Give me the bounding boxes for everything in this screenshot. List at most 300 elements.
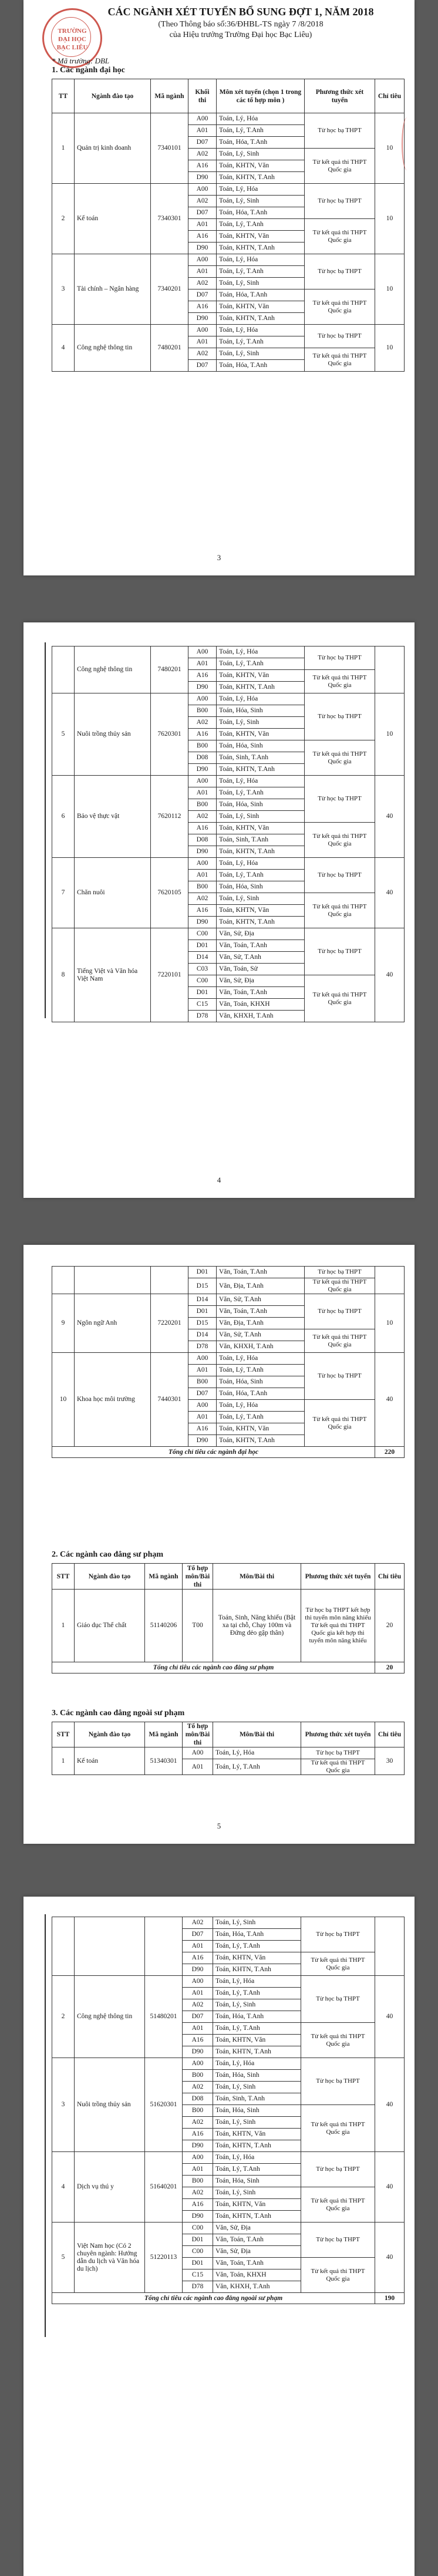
row-block: D15 (188, 1318, 217, 1329)
row-subjects: Văn, Toán, T.Anh (213, 2234, 301, 2246)
row-block: A16 (188, 1423, 217, 1435)
row-block: C00 (188, 928, 217, 940)
row-subjects: Toán, KHTN, Văn (213, 1952, 301, 1964)
row-block: D01 (188, 940, 217, 952)
row-method-transcript: Từ học bạ THPT (301, 2058, 375, 2105)
row-quota (375, 1267, 405, 1294)
row-subjects: Toán, Lý, Hóa (213, 1976, 301, 1988)
row-method-exam: Từ kết quả thi THPT Quốc gia (301, 1952, 375, 1976)
row-method-transcript: Từ học bạ THPT (301, 2152, 375, 2187)
row-quota: 10 (375, 254, 405, 325)
row-block: A02 (188, 278, 217, 289)
row-quota: 40 (375, 928, 405, 1022)
section-3-table-part-2 (52, 1917, 405, 2304)
row-major (75, 1917, 145, 1976)
header-subjects: Môn/Bài thi (213, 1564, 301, 1590)
row-subjects: Toán, Hóa, Sinh (217, 705, 305, 717)
row-block: A16 (188, 823, 217, 834)
header-stt: STT (52, 1722, 75, 1747)
row-subjects: Toán, Lý, Sinh (213, 2082, 301, 2093)
header-method: Phương thức xét tuyển (305, 79, 375, 113)
row-subjects: Toán, Hóa, Sinh (213, 2176, 301, 2187)
row-stt: 3 (52, 2058, 75, 2152)
row-block: D90 (188, 846, 217, 858)
row-block: D07 (188, 1388, 217, 1400)
row-subjects: Toán, KHTN, Văn (217, 231, 305, 243)
row-subjects: Văn, Sử, Địa (213, 2223, 301, 2234)
row-method-transcript: Từ học bạ THPT (305, 858, 375, 893)
row-subjects: Toán, Lý, T.Anh (217, 125, 305, 137)
row-block: A00 (183, 2152, 213, 2164)
row-block: A00 (188, 184, 217, 196)
table-row (52, 325, 405, 336)
row-block: D78 (188, 1341, 217, 1353)
row-block: D07 (188, 289, 217, 301)
header-subjects: Môn/Bài thi (213, 1722, 301, 1747)
row-block: A16 (183, 2035, 213, 2046)
row-subjects: Toán, Lý, T.Anh (217, 1365, 305, 1376)
row-code: 51620301 (145, 2058, 183, 2152)
row-subjects: Toán, Lý, T.Anh (217, 787, 305, 799)
row-method-transcript: Từ học bạ THPT (301, 1917, 375, 1952)
row-method-transcript: Từ học bạ THPT (305, 928, 375, 975)
row-method-transcript: Từ học bạ THPT (305, 1353, 375, 1400)
header-quota: Chỉ tiêu (375, 1564, 405, 1590)
row-block: D07 (188, 137, 217, 149)
row-block: D90 (188, 243, 217, 254)
row-subjects: Văn, Sử, T.Anh (217, 952, 305, 964)
row-subjects: Toán, KHTN, T.Anh (217, 917, 305, 928)
row-subjects: Toán, Lý, Sinh (217, 717, 305, 729)
section-1-total-value: 220 (375, 1447, 405, 1458)
row-block: A02 (188, 717, 217, 729)
row-subjects: Toán, Lý, Hóa (213, 2152, 301, 2164)
header-code: Mã ngành (145, 1722, 183, 1747)
row-block: A01 (188, 870, 217, 881)
row-block: C03 (188, 964, 217, 975)
row-block: A02 (183, 2117, 213, 2129)
row-block: A16 (183, 2129, 213, 2140)
row-major: Quản trị kinh doanh (75, 113, 151, 184)
row-subjects: Văn, Địa, T.Anh (217, 1278, 305, 1294)
section-1-heading: 1. Các ngành đại học (52, 66, 125, 75)
row-stt (52, 1267, 75, 1294)
table-row (52, 776, 405, 787)
row-block: D01 (183, 2234, 213, 2246)
school-code: * Mã trường: DBL (52, 56, 110, 65)
row-block: A00 (188, 254, 217, 266)
row-block: D14 (188, 952, 217, 964)
row-subjects: Toán, Lý, T.Anh (213, 2164, 301, 2176)
row-subjects: Toán, Lý, Sinh (217, 893, 305, 905)
row-quota: 10 (375, 325, 405, 372)
row-stt: 8 (52, 928, 75, 1022)
row-block: A01 (183, 2023, 213, 2035)
row-subjects: Toán, KHTN, Văn (217, 301, 305, 313)
document-page-2 (23, 622, 415, 1198)
row-stt: 1 (52, 113, 75, 184)
row-block: A02 (183, 2187, 213, 2199)
row-block: A02 (188, 811, 217, 823)
row-stt: 4 (52, 325, 75, 372)
row-subjects: Toán, KHTN, T.Anh (217, 846, 305, 858)
table-row (52, 928, 405, 940)
row-block: B00 (188, 1376, 217, 1388)
row-stt: 5 (52, 2223, 75, 2293)
document-page-3 (23, 1245, 415, 1844)
row-subjects: Toán, KHTN, Văn (217, 670, 305, 682)
row-subjects: Toán, Hóa, T.Anh (217, 137, 305, 149)
row-subjects: Toán, KHTN, Văn (217, 160, 305, 172)
section-3-total-value: 190 (375, 2293, 405, 2304)
school-seal-stamp: TRƯỜNG ĐẠI HỌC BẠC LIÊU (42, 8, 102, 68)
header-quota: Chỉ tiêu (375, 1722, 405, 1747)
row-major: Kế toán (75, 1747, 145, 1775)
table-row (52, 2223, 405, 2234)
row-method-exam: Từ kết quả thi THPT Quốc gia (301, 1759, 375, 1775)
row-block: A00 (188, 693, 217, 705)
row-major: Ngôn ngữ Anh (75, 1294, 151, 1353)
row-code (145, 1917, 183, 1976)
table-row (52, 1917, 405, 1929)
table-row (52, 1976, 405, 1988)
row-block: A01 (188, 1365, 217, 1376)
section-3-body (52, 1747, 405, 1775)
row-block: A16 (188, 729, 217, 740)
section-1-total-label: Tổng chỉ tiêu các ngành đại học (52, 1447, 375, 1458)
row-stt: 2 (52, 1976, 75, 2058)
row-stt: 10 (52, 1353, 75, 1447)
row-block: C15 (188, 999, 217, 1011)
row-major: Dịch vụ thú y (75, 2152, 145, 2223)
row-block: A00 (188, 325, 217, 336)
row-subjects: Toán, Lý, Hóa (217, 254, 305, 266)
row-subjects: Toán, Hóa, T.Anh (213, 2011, 301, 2023)
row-block: D90 (183, 2140, 213, 2152)
row-subjects: Toán, Lý, T.Anh (217, 1412, 305, 1423)
row-method-exam: Từ kết quả thi THPT Quốc gia (305, 1329, 375, 1353)
row-method: Từ học bạ THPT kết hợp thi tuyển môn năng khiếu Từ kết quả thi THPT Quốc gia kết hợp thi tuyển môn năng khiếu (301, 1590, 375, 1662)
row-subjects: Toán, Lý, Hóa (217, 113, 305, 125)
header-method: Phương thức xét tuyển (301, 1722, 375, 1747)
row-method-transcript: Từ học bạ THPT (305, 776, 375, 823)
row-major: Công nghệ thông tin (75, 1976, 145, 2058)
row-subjects: Toán, KHTN, T.Anh (213, 2140, 301, 2152)
header-combo: Tổ hợp môn/Bài thi (183, 1564, 213, 1590)
row-method-transcript: Từ học bạ THPT (305, 254, 375, 289)
row-subjects: Toán, Lý, Hóa (217, 858, 305, 870)
row-block: A16 (188, 301, 217, 313)
row-quota: 30 (375, 1747, 405, 1775)
document-page-4 (23, 1897, 415, 2576)
row-code: 7340201 (151, 254, 188, 325)
row-block: A16 (188, 160, 217, 172)
section-1-table-part-1 (52, 79, 405, 372)
row-quota: 40 (375, 2058, 405, 2152)
row-block: D07 (183, 1929, 213, 1941)
row-subjects: Toán, KHTN, Văn (217, 1423, 305, 1435)
row-major: Giáo dục Thể chất (75, 1590, 145, 1662)
table-row (52, 2058, 405, 2070)
row-block: A00 (188, 646, 217, 658)
row-subjects: Toán, Lý, T.Anh (213, 1988, 301, 1999)
header-major: Ngành đào tạo (75, 1722, 145, 1747)
row-method-exam: Từ kết quả thi THPT Quốc gia (305, 348, 375, 372)
row-subjects: Toán, Hóa, T.Anh (213, 1929, 301, 1941)
row-code: 51340301 (145, 1747, 183, 1775)
row-block: A01 (183, 1941, 213, 1952)
row-major: Khoa học môi trường (75, 1353, 151, 1447)
row-block: A01 (188, 266, 217, 278)
row-block: A00 (188, 858, 217, 870)
row-block: A00 (188, 113, 217, 125)
row-subjects: Toán, KHTN, Văn (217, 729, 305, 740)
row-quota: 40 (375, 2223, 405, 2293)
row-subjects: Toán, Hóa, Sinh (213, 2105, 301, 2117)
row-block: A16 (188, 905, 217, 917)
row-combo: T00 (183, 1590, 213, 1662)
row-subjects: Toán, Lý, Sinh (217, 149, 305, 160)
row-method-exam: Từ kết quả thi THPT Quốc gia (305, 893, 375, 928)
document-subtitle: (Theo Thông báo số:36/ĐHBL-TS ngày 7 /8/2018 của Hiệu trưởng Trường Đại học Bạc Liêu) (158, 20, 324, 39)
row-subjects: Văn, Địa, T.Anh (217, 1318, 305, 1329)
row-block: A01 (188, 658, 217, 670)
section-2-table (52, 1563, 405, 1673)
row-subjects: Toán, KHTN, Văn (213, 2199, 301, 2211)
row-subjects: Toán, Lý, T.Anh (213, 2023, 301, 2035)
row-block: D14 (188, 1329, 217, 1341)
row-subjects: Toán, Hóa, T.Anh (217, 207, 305, 219)
row-code: 7440301 (151, 1353, 188, 1447)
row-method-exam: Từ kết quả thi THPT Quốc gia (301, 2258, 375, 2293)
row-block: B00 (183, 2070, 213, 2082)
row-quota: 10 (375, 1294, 405, 1353)
header-quota: Chỉ tiêu (375, 79, 405, 113)
section-2-total-label: Tổng chỉ tiêu các ngành cao đẳng sư phạm (52, 1662, 375, 1673)
row-block: D08 (188, 834, 217, 846)
row-method-exam: Từ kết quả thi THPT Quốc gia (305, 149, 375, 184)
row-block: A01 (183, 1988, 213, 1999)
row-subjects: Toán, KHTN, Văn (217, 905, 305, 917)
row-quota (375, 1917, 405, 1976)
row-block: C00 (188, 975, 217, 987)
table-row (52, 1294, 405, 1306)
row-subjects: Toán, Sinh, Năng khiếu (Bật xa tại chỗ, Chạy 100m và Đứng dẻo gập thân) (213, 1590, 301, 1662)
row-method-transcript: Từ học bạ THPT (305, 646, 375, 670)
row-quota: 10 (375, 184, 405, 254)
section-2-heading: 2. Các ngành cao đẳng sư phạm (52, 1550, 164, 1559)
row-block: A02 (188, 149, 217, 160)
page-number: 4 (217, 1176, 221, 1184)
row-block: A02 (183, 1917, 213, 1929)
row-code: 7480201 (151, 325, 188, 372)
row-block: A16 (188, 231, 217, 243)
row-block: D90 (188, 682, 217, 693)
row-quota: 10 (375, 113, 405, 184)
row-block: A01 (188, 1412, 217, 1423)
row-quota: 40 (375, 858, 405, 928)
row-block: A01 (188, 125, 217, 137)
row-subjects: Văn, Sử, Địa (217, 928, 305, 940)
document-title: CÁC NGÀNH XÉT TUYỂN BỔ SUNG ĐỢT 1, NĂM 2018 (107, 6, 374, 18)
section-1-table-part-2 (52, 646, 405, 1022)
header-combo: Tổ hợp môn/Bài thi (183, 1722, 213, 1747)
row-method-transcript: Từ học bạ THPT (301, 1747, 375, 1759)
row-block: B00 (188, 881, 217, 893)
row-block: D78 (188, 1011, 217, 1022)
row-block: D90 (188, 313, 217, 325)
row-subjects: Toán, KHTN, T.Anh (217, 313, 305, 325)
row-block: C15 (183, 2269, 213, 2281)
row-block: D15 (188, 1278, 217, 1294)
row-subjects: Toán, KHTN, T.Anh (213, 2046, 301, 2058)
row-method-exam: Từ kết quả thi THPT Quốc gia (305, 1400, 375, 1447)
row-quota (375, 646, 405, 693)
table-row (52, 184, 405, 196)
row-block: A01 (183, 2164, 213, 2176)
row-subjects: Toán, KHTN, Văn (217, 823, 305, 834)
row-block: A16 (188, 670, 217, 682)
row-code (151, 1267, 188, 1294)
row-quota: 20 (375, 1590, 405, 1662)
row-subjects: Toán, Lý, Sinh (213, 1999, 301, 2011)
row-code: 7220101 (151, 928, 188, 1022)
row-subjects: Toán, Sinh, T.Anh (217, 834, 305, 846)
row-method-transcript: Từ học bạ THPT (301, 1976, 375, 2023)
row-quota: 10 (375, 693, 405, 776)
red-pen-mark (402, 117, 412, 170)
row-method-transcript: Từ học bạ THPT (305, 1267, 375, 1278)
row-subjects: Toán, Lý, T.Anh (213, 1759, 301, 1775)
row-subjects: Văn, Toán, T.Anh (217, 987, 305, 999)
row-block: A00 (188, 1353, 217, 1365)
row-subjects: Văn, Sử, T.Anh (217, 1329, 305, 1341)
row-block: A00 (188, 776, 217, 787)
row-block: D90 (188, 1435, 217, 1447)
row-method-transcript: Từ học bạ THPT (305, 693, 375, 740)
row-method-exam: Từ kết quả thi THPT Quốc gia (305, 1278, 375, 1294)
section-1-body-continued (52, 646, 405, 1022)
row-major: Kế toán (75, 184, 151, 254)
row-subjects: Toán, Sinh, T.Anh (217, 752, 305, 764)
row-block: A02 (183, 1999, 213, 2011)
header-stt: STT (52, 1564, 75, 1590)
row-subjects: Văn, Toán, T.Anh (217, 1267, 305, 1278)
row-subjects: Toán, Hóa, T.Anh (217, 289, 305, 301)
row-subjects: Văn, Toán, T.Anh (217, 940, 305, 952)
row-stt: 3 (52, 254, 75, 325)
row-method-transcript: Từ học bạ THPT (301, 2223, 375, 2258)
header-code: Mã ngành (151, 79, 188, 113)
document-page-1 (23, 0, 415, 575)
row-method-transcript: Từ học bạ THPT (305, 325, 375, 348)
row-block: C00 (183, 2223, 213, 2234)
row-subjects: Văn, Toán, T.Anh (213, 2258, 301, 2269)
row-subjects: Văn, Sử, Địa (213, 2246, 301, 2258)
row-block: D01 (183, 2258, 213, 2269)
row-subjects: Toán, Lý, T.Anh (213, 1941, 301, 1952)
row-subjects: Toán, Lý, Sinh (217, 278, 305, 289)
table-row (52, 858, 405, 870)
row-subjects: Toán, Hóa, Sinh (217, 799, 305, 811)
row-code: 7340101 (151, 113, 188, 184)
row-subjects: Toán, Hóa, T.Anh (217, 1388, 305, 1400)
row-code: 51140206 (145, 1590, 183, 1662)
section-1-table-part-3 (52, 1266, 405, 1458)
row-subjects: Toán, Lý, Hóa (217, 646, 305, 658)
row-subjects: Toán, KHTN, T.Anh (217, 1435, 305, 1447)
row-code: 51220113 (145, 2223, 183, 2293)
page-number: 3 (217, 553, 221, 562)
table-row (52, 1353, 405, 1365)
row-code: 7480201 (151, 646, 188, 693)
row-subjects: Toán, KHTN, Văn (213, 2129, 301, 2140)
row-subjects: Toán, Hóa, Sinh (217, 881, 305, 893)
row-code: 7340301 (151, 184, 188, 254)
row-subjects: Toán, Lý, Hóa (217, 693, 305, 705)
section-3-total-label: Tổng chỉ tiêu các ngành cao đẳng ngoài sư phạm (52, 2293, 375, 2304)
row-block: A00 (183, 2058, 213, 2070)
row-subjects: Toán, KHTN, Văn (213, 2035, 301, 2046)
section-2-total-value: 20 (375, 1662, 405, 1673)
section-3-heading: 3. Các ngành cao đẳng ngoài sư phạm (52, 1709, 185, 1718)
row-method-exam: Từ kết quả thi THPT Quốc gia (301, 2187, 375, 2223)
row-block: B00 (188, 705, 217, 717)
row-subjects: Toán, Hóa, T.Anh (217, 360, 305, 372)
header-block: Khối thi (188, 79, 217, 113)
row-subjects: Văn, Sử, T.Anh (217, 1294, 305, 1306)
row-code: 7220201 (151, 1294, 188, 1353)
row-stt: 9 (52, 1294, 75, 1353)
row-stt: 1 (52, 1747, 75, 1775)
table-row (52, 1747, 405, 1759)
row-block: D90 (183, 2046, 213, 2058)
section-1-body (52, 113, 405, 372)
table-row (52, 1267, 405, 1278)
header-method: Phương thức xét tuyển (301, 1564, 375, 1590)
row-subjects: Văn, KHXH, T.Anh (217, 1011, 305, 1022)
row-block: D08 (188, 752, 217, 764)
row-subjects: Toán, Hóa, Sinh (213, 2070, 301, 2082)
row-block: D90 (183, 1964, 213, 1976)
row-block: A01 (188, 787, 217, 799)
row-block: A00 (188, 1400, 217, 1412)
binding-edge-line (45, 642, 46, 1018)
row-stt: 7 (52, 858, 75, 928)
row-block: A02 (188, 893, 217, 905)
row-subjects: Toán, Lý, T.Anh (217, 219, 305, 231)
row-block: A00 (183, 1747, 213, 1759)
row-method-exam: Từ kết quả thi THPT Quốc gia (305, 289, 375, 325)
row-block: D14 (188, 1294, 217, 1306)
row-subjects: Toán, Lý, Hóa (213, 2058, 301, 2070)
table-row (52, 2152, 405, 2164)
row-subjects: Toán, Lý, Sinh (213, 2117, 301, 2129)
row-method-exam: Từ kết quả thi THPT Quốc gia (305, 219, 375, 254)
row-code: 51640201 (145, 2152, 183, 2223)
row-block: D78 (183, 2281, 213, 2293)
row-block: D01 (188, 1306, 217, 1318)
row-subjects: Toán, Lý, T.Anh (217, 658, 305, 670)
row-method-exam: Từ kết quả thi THPT Quốc gia (305, 975, 375, 1022)
row-code: 7620301 (151, 693, 188, 776)
row-block: A02 (188, 348, 217, 360)
row-stt: 4 (52, 2152, 75, 2223)
header-major: Ngành đào tạo (75, 79, 151, 113)
row-stt (52, 1917, 75, 1976)
row-block: D01 (188, 987, 217, 999)
row-stt (52, 646, 75, 693)
